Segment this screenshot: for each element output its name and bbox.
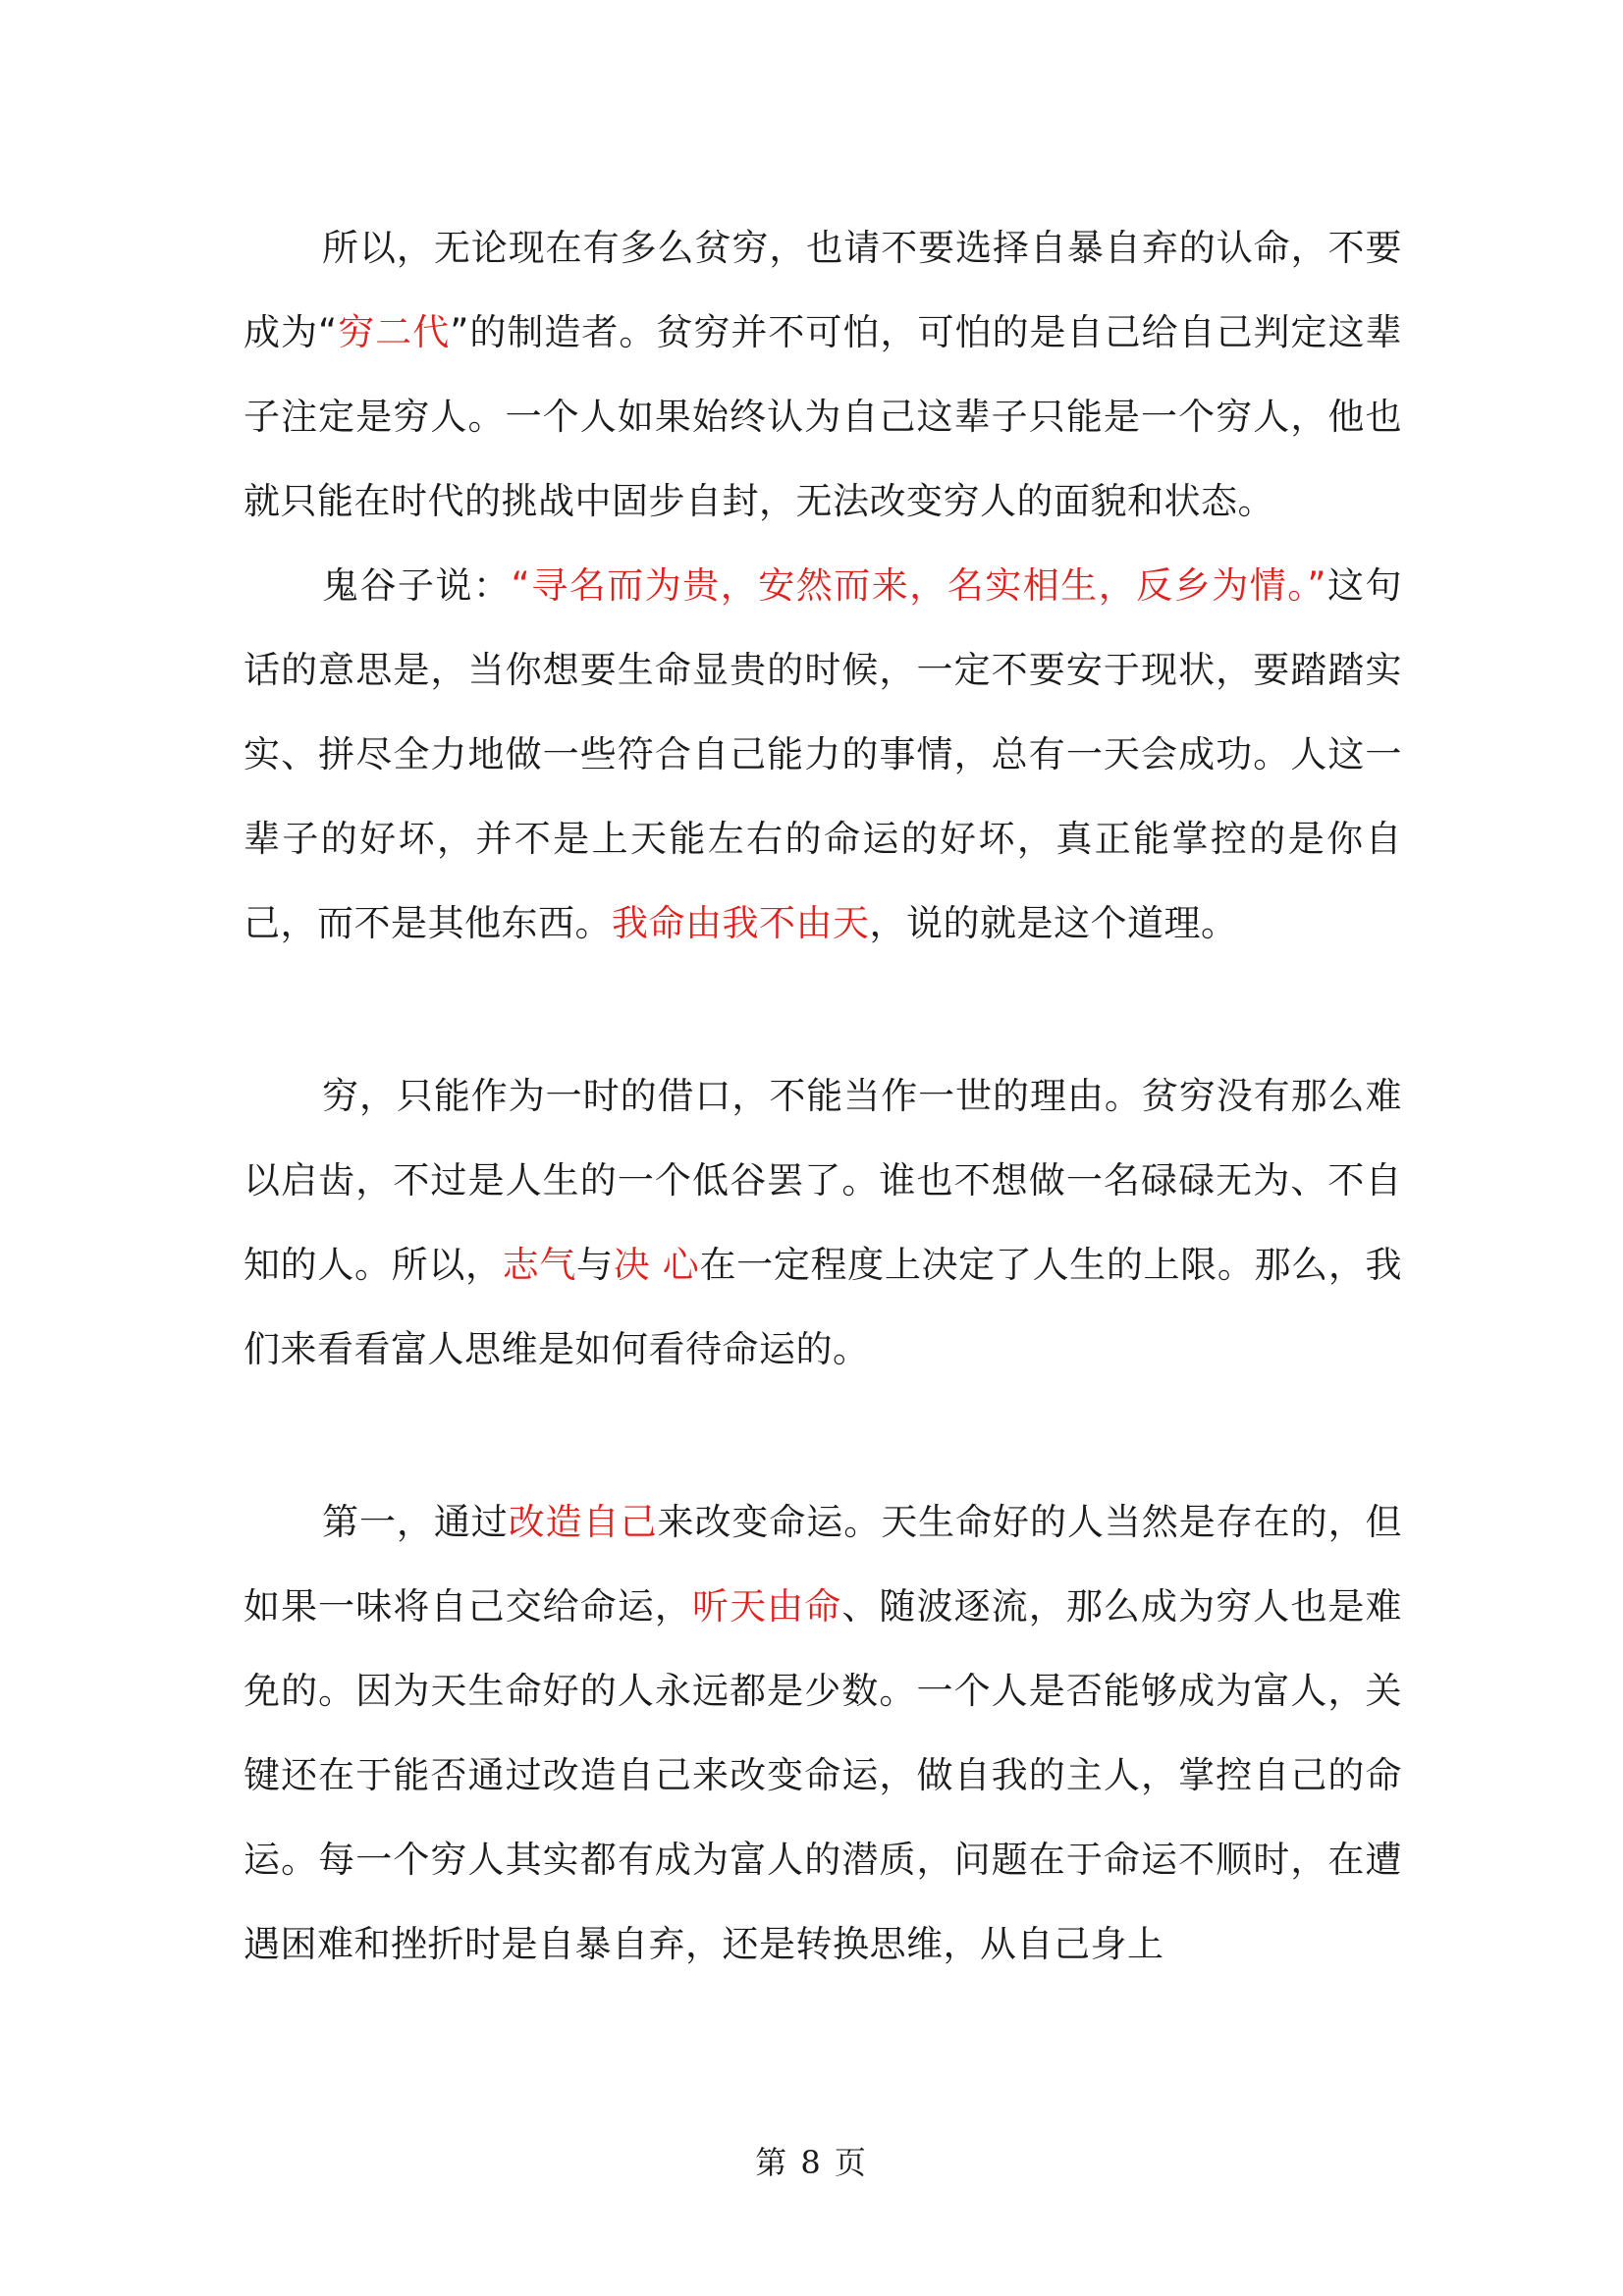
highlight-text: 改造自己 — [508, 1501, 658, 1543]
highlight-text: 志气 — [502, 1244, 577, 1286]
text-run: 来改变命运。天生命好的人当然是存在的，但如果一味将自己交给命运， — [243, 1501, 1403, 1628]
highlight-text: 听天由命 — [692, 1585, 842, 1628]
paragraph-4 — [243, 1480, 1402, 1987]
text-run: ，说的就是这个道理。 — [869, 902, 1238, 944]
text-run: ”的制造者。贫穷并不可怕，可怕的是自己给自己判定这辈子注定是穷人。一个人如果始终认为自己这辈子只能是一个穷人，他也就只能在时代的挑战中固步自封，无法改变穷人的面貌和状态。 — [243, 311, 1403, 522]
highlight-text: 穷二代 — [337, 311, 451, 353]
text-run: 鬼谷子说： — [322, 564, 512, 607]
text-run: “ — [318, 311, 338, 353]
text-run: 在一定程度上决定了人生的上限。那么，我们来看看富人思维是如何看待命运的。 — [243, 1244, 1403, 1370]
text-run: 所以，无论现在有多么贫穷，也请不要选择自暴自弃的认命，不要成为 — [243, 227, 1402, 353]
paragraph-spacer — [243, 1392, 1402, 1480]
text-run: 第一，通过 — [322, 1501, 509, 1543]
text-run: 这句话的意思是，当你想要生命显贵的时候，一定不要安于现状，要踏踏实实、拼尽全力地做一些符合自己能力的事情，总有一天会成功。人这一辈子的好坏，并不是上天能左右的命运的好坏，真正能掌控的是你自己，而不是其他东西。 — [243, 564, 1403, 944]
highlight-text: 我命由我不由天 — [612, 902, 870, 944]
text-run: 穷，只能作为一时的借口，不能当作一世的理由。贫穷没有那么难以启齿，不过是人生的一个低谷罢了。谁也不想做一名碌碌无为、不自知的人。所以， — [243, 1075, 1402, 1286]
highlight-quote: “寻名而为贵，安然而来，名实相生，反乡为情。” — [511, 564, 1326, 607]
paragraph-spacer — [243, 966, 1402, 1054]
paragraph-1 — [243, 206, 1402, 544]
page-number-footer: 第 8 页 — [755, 2144, 868, 2181]
highlight-text: 决 心 — [613, 1244, 700, 1286]
paragraph-2 — [243, 544, 1402, 966]
text-run: 、随波逐流，那么成为穷人也是难免的。因为天生命好的人永远都是少数。一个人是否能够成为富人，关键还在于能否通过改造自己来改变命运，做自我的主人，掌控自己的命运。每一个穷人其实都有成为富人的潜质，问题在于命运不顺时，在遭遇困难和挫折时是自暴自弃，还是转换思维，从自己身上 — [243, 1585, 1403, 1965]
paragraph-3 — [243, 1054, 1402, 1392]
text-run: 与 — [576, 1244, 614, 1286]
document-body — [243, 206, 1402, 1987]
